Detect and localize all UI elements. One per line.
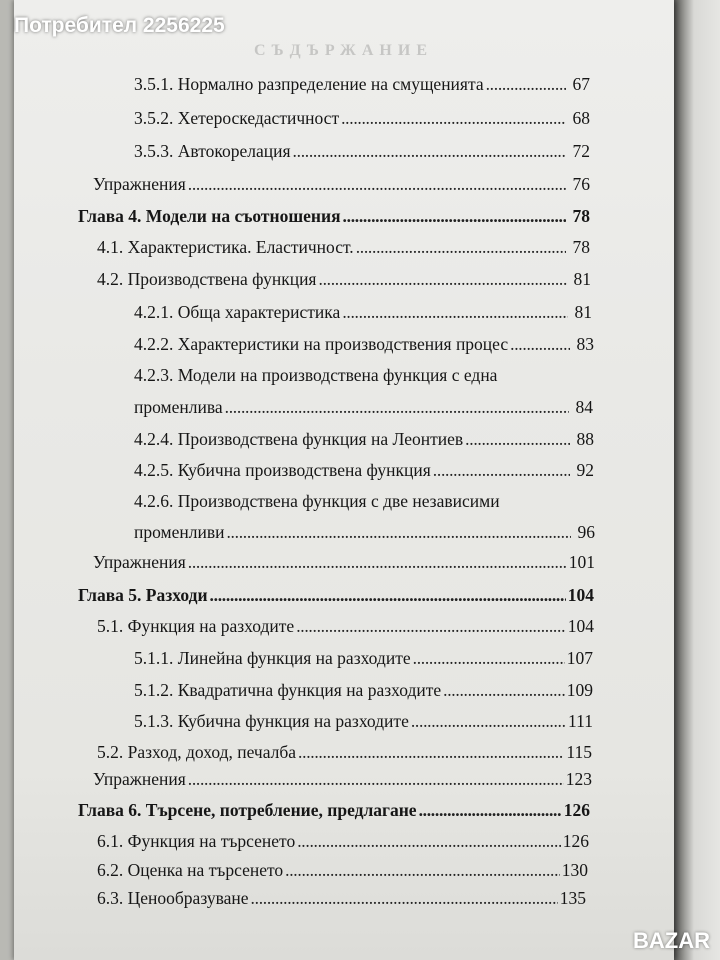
toc-entry-label: 3.5.2. Хетероскедастичност [134,108,340,128]
page-number: 78 [572,237,590,257]
dot-leader [188,767,564,791]
page-number: 111 [568,711,593,731]
toc-chapter-entry [78,798,590,822]
toc-entry-label: Глава 6. Търсене, потребление, предлагане [78,800,417,820]
toc-entry-label: 4.2. Производствена функция [97,269,317,289]
dot-leader [433,458,570,482]
toc-entry-label: Глава 4. Модели на съотношения [78,206,341,226]
page-number: 126 [562,831,589,851]
toc-entry-label: 3.5.1. Нормално разпределение на смущенията [134,74,484,94]
toc-entry-label: Упражнения [93,552,186,572]
page-number: 78 [572,206,590,226]
dot-leader [297,829,561,853]
page-number: 135 [559,888,586,908]
dot-leader [465,427,570,451]
page-number: 96 [577,522,595,542]
user-watermark: Потребител 2256225 [14,14,225,37]
dot-leader [188,172,566,196]
toc-entry-label: 3.5.3. Автокорелация [134,141,291,161]
toc-entry-label: 4.2.3. Модели на производствена функция с една [134,365,498,385]
dot-leader [413,646,565,670]
page-number: 92 [576,460,594,480]
toc-entry [134,427,594,451]
page-number: 67 [572,74,590,94]
header-bleed-through: СЪДЪРЖАНИЕ [254,42,433,59]
toc-entry [93,767,592,791]
dot-leader [342,300,568,324]
page-number: 126 [563,800,590,820]
toc-entry-label: Упражнения [93,769,186,789]
dot-leader [293,139,566,163]
dot-leader [298,740,564,764]
page-number: 104 [567,616,594,636]
toc-entry [97,235,590,259]
toc-entry-label: 4.2.5. Кубична производствена функция [134,460,431,480]
toc-entry-label: 6.1. Функция на търсенето [97,831,296,851]
toc-entry [134,520,595,544]
toc-entry [97,886,586,910]
page-number: 83 [576,334,594,354]
toc-entry-label: Упражнения [93,174,186,194]
page-number: 115 [566,742,592,762]
toc-entry-label: 4.1. Характеристика. Еластичност. [97,237,354,257]
page-number: 104 [567,585,594,605]
toc-entry-label: 4.2.4. Производствена функция на Леонтиев [134,429,464,449]
toc-entry [134,72,590,96]
toc-entry-label: 5.1.3. Кубична функция на разходите [134,711,409,731]
adjacent-page-edge [672,0,720,960]
dot-leader [251,886,558,910]
toc-chapter-entry [78,583,594,607]
toc-entry [93,550,595,574]
dot-leader [210,583,566,607]
page-number: 123 [565,769,592,789]
toc-entry [97,829,589,853]
page-number: 68 [572,108,590,128]
toc-entry [134,395,593,419]
toc-entry [134,300,592,324]
toc-entry-label: 4.2.2. Характеристики на производствения процес [134,334,509,354]
page-number: 130 [561,860,588,880]
page-number: 88 [576,429,594,449]
page-number: 107 [566,648,593,668]
page-number: 72 [572,141,590,161]
dot-leader [296,614,566,638]
toc-entry [134,709,593,733]
toc-entry [134,646,593,670]
dot-leader [343,204,566,228]
toc-entry-label: 4.2.6. Производствена функция с две независими [134,491,500,511]
dot-leader [285,858,560,882]
toc-entry-label: 5.1.1. Линейна функция на разходите [134,648,411,668]
dot-leader [356,235,566,259]
toc-entry [97,740,592,764]
dot-leader [188,550,567,574]
dot-leader [419,798,562,822]
dot-leader [486,72,566,96]
dot-leader [341,106,566,130]
toc-entry-label: 5.1. Функция на разходите [97,616,295,636]
toc-entry [134,332,594,356]
toc-entry-label: 4.2.1. Обща характеристика [134,302,341,322]
dot-leader [510,332,570,356]
toc-entry-label: Глава 5. Разходи [78,585,208,605]
toc-entry [93,172,590,196]
dot-leader [225,395,569,419]
toc-entry-label-continuation: променлива [134,397,223,417]
toc-entry [134,458,594,482]
bazar-logo: BAZAR [633,928,710,953]
dot-leader [226,520,571,544]
toc-entry [134,678,593,702]
toc-entry-label-continuation: променливи [134,522,225,542]
page-number: 76 [572,174,590,194]
toc-entry-label: 6.3. Ценообразуване [97,888,249,908]
toc-entry [97,267,591,291]
page-number: 101 [568,552,595,572]
toc-entry [97,614,594,638]
toc-entry [97,858,588,882]
toc-entry [134,106,590,130]
toc-chapter-entry [78,204,590,228]
dot-leader [411,709,566,733]
dot-leader [319,267,568,291]
toc-entry-label: 6.2. Оценка на търсенето [97,860,284,880]
dot-leader [443,678,565,702]
page-number: 81 [573,269,591,289]
toc-entry-label: 5.1.2. Квадратична функция на разходите [134,680,442,700]
page-number: 81 [574,302,592,322]
toc-entry-label: 5.2. Разход, доход, печалба [97,742,297,762]
page-number: 109 [566,680,593,700]
toc-entry [134,139,590,163]
page-number: 84 [575,397,593,417]
